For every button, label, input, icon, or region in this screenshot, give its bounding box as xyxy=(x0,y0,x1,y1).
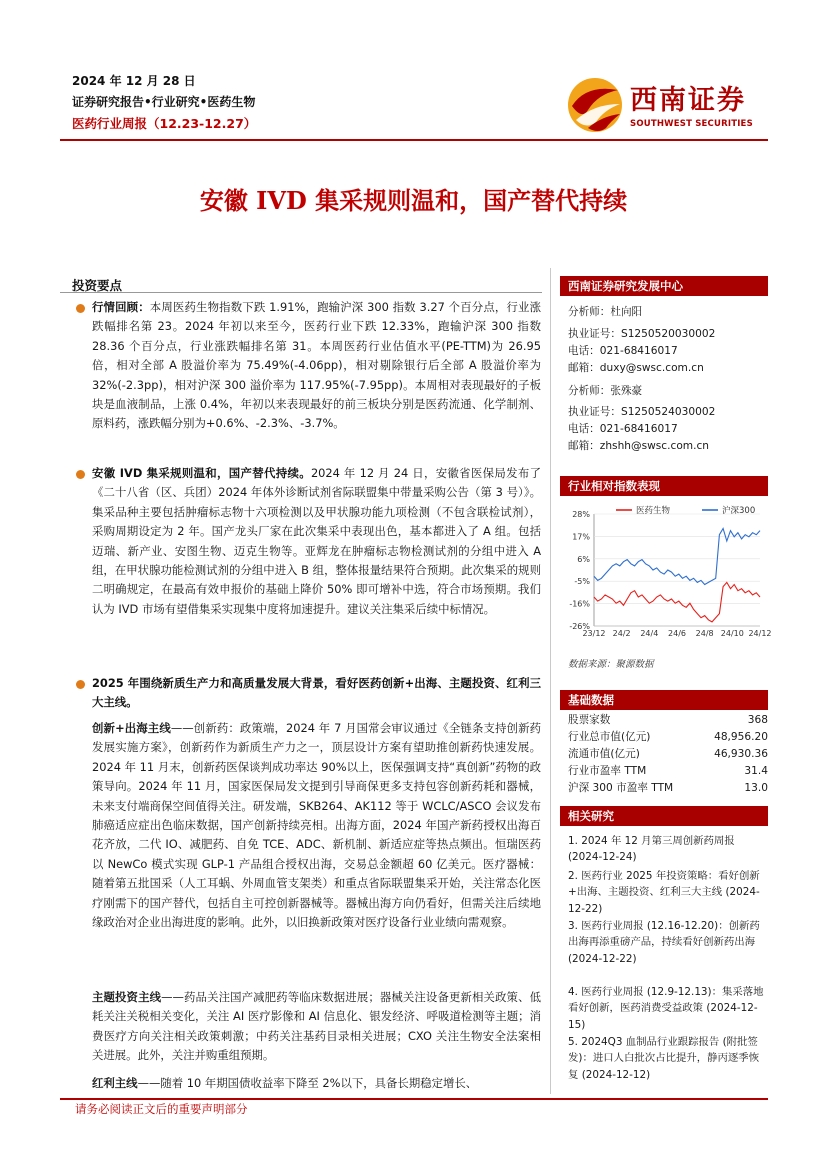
subsection-dividend-text: ——随着 10 年期国债收益率下降至 2%以下，具备长期稳定增长、 xyxy=(137,1076,478,1090)
bullet-market-review-text: 本周医药生物指数下跌 1.91%，跑输沪深 300 指数 3.27 个百分点，行业涨跌幅排名第 23。2024 年初以来至今，医药行业下跌 12.33%，跑输沪深 300 指数 28.36 个百分点，行业涨跌幅排名第 31。本周医药行业估值水平(PE-TTM)为 26.95 倍，相对全部 A 股溢价率为 75.49%(-4.06pp)，相对剔除银行后全部 A 股溢价率为 32%(-2.3pp)，相对沪深 300 溢价率为 117.95%(-7.95pp)。本周相对表现最好的子板块是血液制品，上涨 0.4%，年初以来表现最好的前三板块分别是医药流通、化学制剂、原料药，涨跌幅分别为+0.6%、-2.3%、-3.7%。 xyxy=(92,300,541,431)
bullet-anhui-ivd-bold: 安徽 IVD 集采规则温和，国产替代持续。 xyxy=(92,466,311,480)
chart-y-tick-label: -16% xyxy=(569,599,590,609)
company-logo xyxy=(566,76,766,134)
basic-data-row xyxy=(568,780,768,797)
chart-legend-label: 医药生物 xyxy=(636,506,671,516)
related-research-item[interactable]: 5. 2024Q3 血制品行业跟踪报告 (附批签发)：进口人白批次占比提升，静丙逐季恢复 (2024-12-12) xyxy=(568,1036,760,1081)
report-date: 2024 年 12 月 28 日 xyxy=(72,74,196,88)
section-divider xyxy=(60,292,542,293)
chart-x-tick-label: 24/12 xyxy=(748,629,772,638)
subsection-innovation xyxy=(92,719,541,932)
chart-legend-label: 沪深300 xyxy=(722,506,756,516)
bullet-2025-outlook-bold: 2025 年围绕新质生产力和高质量发展大背景，看好医药创新+出海、主题投资、红利三大主线。 xyxy=(92,676,541,710)
subsection-innovation-text: ——创新药：政策端，2024 年 7 月国常会审议通过《全链条支持创新药发展实施方案》，创新药作为新质生产力之一，顶层设计方案有望助推创新药快速发展。2024 年 11 月末，创新药医保谈判成功率达 90%以上，医保强调支持“真创新”药物的政策导向。2024 年 11 月，国家医保局发文提到引导商保更多支持包容创新药耗和器械，未来支付端商保空间值得关注。研发端，SKB264、AK112 等于 WCLC/ASCO 会议发布肺癌适应症出色临床数据，国产创新持续亮相。出海方面，2024 年国产新药授权出海百花齐放，二代 IO、减肥药、自免 TCE、ADC、新机制、新适应症等热点频出。恒瑞医药以 NewCo 模式实现 GLP-1 产品组合授权出海，交易总金额超 60 亿美元。医疗器械：随着第五批国采（人工耳蜗、外周血管支架类）和重点省际联盟集采开始，关注常态化医疗刚需下的国产替代，包括自主可控创新器械等。器械出海方向仍看好，但需关注后续地缘政治对企业出海进度的影响。此外，以旧换新政策对医疗设备行业业绩向需观察。 xyxy=(92,721,541,930)
subsection-dividend xyxy=(92,1074,541,1093)
bullet-dot-icon xyxy=(76,470,85,479)
logo-text-cn: 西南证券 xyxy=(630,85,746,116)
basic-data-row xyxy=(568,729,768,746)
research-center-header: 西南证券研究发展中心 xyxy=(560,276,768,296)
report-week: 医药行业周报（12.23-12.27） xyxy=(72,116,257,131)
logo-text-en: SOUTHWEST SECURITIES xyxy=(630,119,753,129)
chart-x-tick-label: 24/6 xyxy=(668,629,686,638)
bullet-anhui-ivd xyxy=(92,464,541,619)
chart-y-tick-label: 17% xyxy=(572,532,590,542)
basic-data-header: 基础数据 xyxy=(560,690,768,710)
subsection-theme-text: ——药品关注国产减肥药等临床数据进展；器械关注设备更新相关政策、低耗关注关税相关变化，关注 AI 医疗影像和 AI 信息化、银发经济、呼吸道检测等主题；消费医疗方向关注相关政策刺激；中药关注基药目录相关进展；CXO 关注生物安全法案相关进展。此外，关注并购重组预期。 xyxy=(92,990,541,1063)
report-type: 证券研究报告•行业研究•医药生物 xyxy=(72,95,256,109)
page-title: 安徽 IVD 集采规则温和，国产替代持续 xyxy=(199,186,628,215)
bullet-anhui-ivd-text: 2024 年 12 月 24 日，安徽省医保局发布了《二十八省（区、兵团）2024 年体外诊断试剂省际联盟集中带量采购公告（第 3 号）》。集采品种主要包括肿瘤标志物十六项检测以及甲状腺功能九项检测（不包含联检试剂），采购周期设定为 2 年。国产龙头厂家在此次集采中表现出色，基本都进入了 A 组。包括迈瑞、新产业、安图生物、迈克生物等。亚辉龙在肿瘤标志物检测试剂的分组中进入 A 组，在甲状腺功能检测试剂的分组中进入 B 组，整体报量结果符合预期。此次集采的规则二明确规定，在最高有效申报价的基础上降价 50% 即可增补中选，符合市场预期。我们认为 IVD 市场有望借集采实现集中度将加速提升。建议关注集采后续中标情况。 xyxy=(92,466,541,616)
relative-index-chart xyxy=(560,502,772,642)
chart-y-tick-label: 28% xyxy=(572,510,590,519)
chart-series-line xyxy=(594,529,760,585)
basic-data-key: 股票家数 xyxy=(568,714,611,726)
chart-y-tick-label: 6% xyxy=(577,554,590,564)
subsection-theme-bold: 主题投资主线 xyxy=(92,990,162,1004)
footer-disclaimer: 请务必阅读正文后的重要声明部分 xyxy=(75,1102,248,1116)
related-research-item[interactable]: 4. 医药行业周报 (12.9-12.13)：集采落地看好创新，医药消费受益政策 (2024-12-15) xyxy=(568,986,764,1031)
chart-x-tick-label: 24/10 xyxy=(720,629,744,638)
related-research-item[interactable]: 1. 2024 年 12 月第三周创新药周报 (2024-12-24) xyxy=(568,835,735,864)
header-divider xyxy=(60,139,768,141)
subsection-innovation-bold: 创新+出海主线 xyxy=(92,721,171,735)
bullet-market-review-bold: 行情回顾： xyxy=(92,300,150,314)
analyst-2-phone: 电话：021-68416017 xyxy=(568,423,678,435)
basic-data-value: 368 xyxy=(747,714,768,726)
chart-x-tick-label: 24/8 xyxy=(695,629,714,638)
basic-data-row xyxy=(568,746,768,763)
bullet-dot-icon xyxy=(76,680,85,689)
basic-data-value: 46,930.36 xyxy=(714,748,768,760)
related-research-header: 相关研究 xyxy=(560,806,768,826)
bullet-dot-icon xyxy=(76,304,85,313)
subsection-theme xyxy=(92,988,541,1066)
basic-data-key: 沪深 300 市盈率 TTM xyxy=(568,782,674,794)
analyst-2-cert: 执业证号：S1250524030002 xyxy=(568,406,716,418)
logo-mark-icon xyxy=(566,76,624,134)
analyst-1-name: 分析师：杜向阳 xyxy=(568,306,643,318)
chart-series-line xyxy=(594,582,760,622)
analyst-1-email[interactable]: 邮箱：duxy@swsc.com.cn xyxy=(568,362,704,374)
chart-x-tick-label: 24/4 xyxy=(640,629,659,638)
column-divider xyxy=(550,268,551,1094)
basic-data-value: 48,956.20 xyxy=(714,731,768,743)
bullet-2025-outlook xyxy=(92,674,541,713)
basic-data-value: 31.4 xyxy=(744,765,768,777)
analyst-1-phone: 电话：021-68416017 xyxy=(568,345,678,357)
chart-header: 行业相对指数表现 xyxy=(560,476,768,496)
basic-data-row xyxy=(568,763,768,780)
analyst-2-name: 分析师：张殊豪 xyxy=(568,385,643,397)
chart-y-tick-label: -5% xyxy=(574,577,590,587)
basic-data-key: 行业市盈率 TTM xyxy=(568,765,647,777)
footer-divider xyxy=(60,1098,768,1100)
related-research-item[interactable]: 3. 医药行业周报 (12.16-12.20)：创新药出海再添重磅产品，持续看好创新药出海 (2024-12-22) xyxy=(568,920,760,965)
chart-source: 数据来源：聚源数据 xyxy=(568,659,654,670)
bullet-market-review xyxy=(92,298,541,434)
basic-data-key: 流通市值(亿元) xyxy=(568,748,640,760)
basic-data-key: 行业总市值(亿元) xyxy=(568,731,651,743)
analyst-1-cert: 执业证号：S1250520030002 xyxy=(568,328,716,340)
chart-x-tick-label: 23/12 xyxy=(582,629,606,638)
basic-data-value: 13.0 xyxy=(744,782,768,794)
subsection-dividend-bold: 红利主线 xyxy=(92,1076,138,1090)
chart-y-tick-label: -26% xyxy=(569,622,590,631)
chart-x-tick-label: 24/2 xyxy=(612,629,631,638)
basic-data-row xyxy=(568,712,768,729)
related-research-item[interactable]: 2. 医药行业 2025 年投资策略：看好创新+出海、主题投资、红利三大主线 (2024-12-22) xyxy=(568,870,760,915)
section-title: 投资要点 xyxy=(72,278,123,293)
analyst-2-email[interactable]: 邮箱：zhshh@swsc.com.cn xyxy=(568,440,710,452)
